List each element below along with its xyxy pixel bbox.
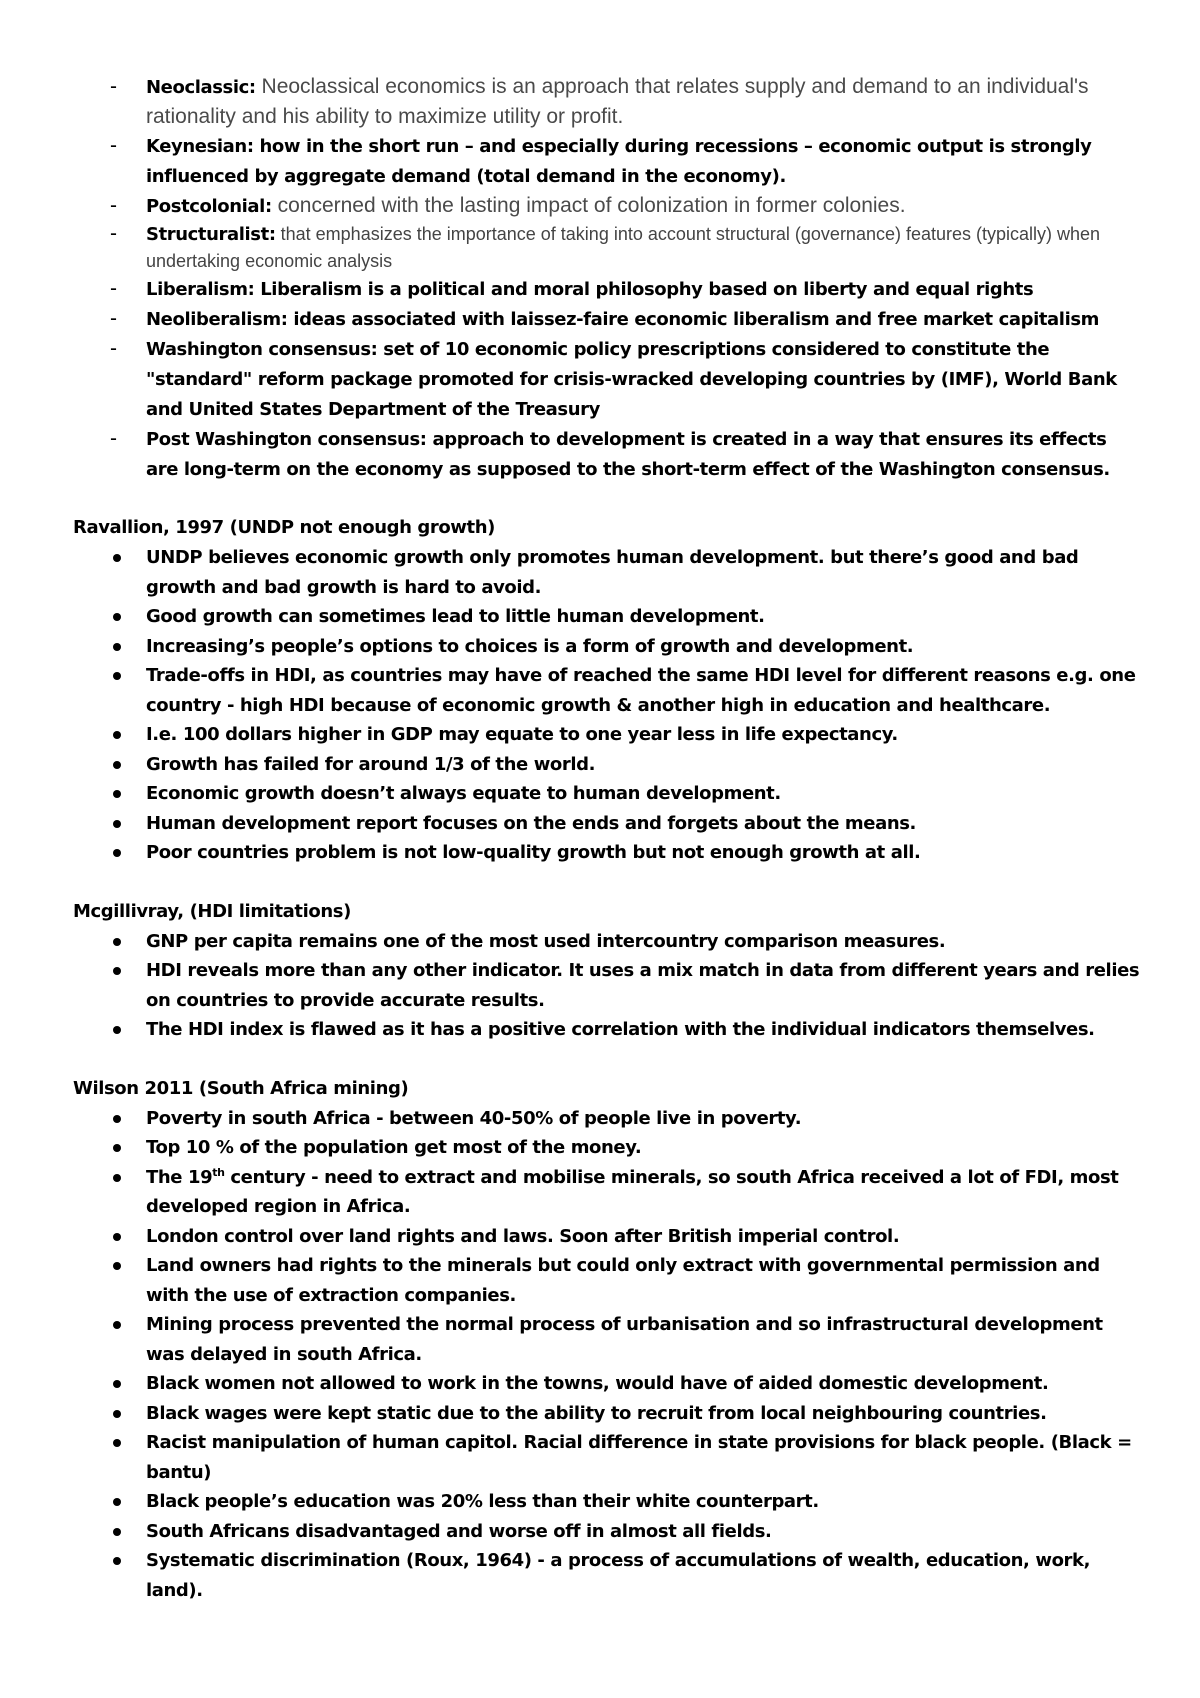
bullet-icon bbox=[113, 1174, 121, 1182]
list-item bbox=[73, 661, 1140, 720]
list-item-text bbox=[146, 1167, 1119, 1218]
list-item-text: London control over land rights and laws. Soon after British imperial control. bbox=[146, 1225, 900, 1247]
dash-marker: - bbox=[110, 337, 117, 360]
section-heading: Wilson 2011 (South Africa mining) bbox=[73, 1077, 409, 1099]
list-item-text: Poor countries problem is not low-quality growth but not enough growth at all. bbox=[146, 842, 921, 863]
bullet-icon bbox=[113, 1439, 121, 1447]
definition-term: Structuralist: bbox=[146, 224, 276, 245]
definition-text: how in the short run – and especially during recessions – economic output is strongly influenced by aggregate demand (total demand in the economy). bbox=[146, 136, 1092, 187]
definition-term: Neoclassic: bbox=[146, 77, 256, 98]
bullet-icon bbox=[113, 731, 121, 739]
bullet-icon bbox=[113, 1144, 121, 1152]
bullet-icon bbox=[113, 1410, 121, 1418]
list-item-text: Growth has failed for around 1/3 of the world. bbox=[146, 753, 596, 775]
bullet-list bbox=[73, 543, 1140, 868]
list-item-text: Increasing’s people’s options to choices is a form of growth and development. bbox=[146, 635, 914, 657]
bullet-list bbox=[73, 1104, 1140, 1606]
dash-marker: - bbox=[110, 222, 117, 245]
list-item bbox=[73, 1517, 1140, 1547]
list-item bbox=[73, 1015, 1140, 1045]
definition-term: Keynesian: bbox=[146, 136, 254, 157]
list-item-text-after: century - need to extract and mobilise minerals, so south Africa received a lot of FDI, most developed region in Africa. bbox=[146, 1166, 1119, 1217]
definition-text: set of 10 economic policy prescriptions considered to constitute the "standard" reform package promoted for crisis-wracked developing countries by (IMF), World Bank and United States Department of the Treasury bbox=[146, 339, 1117, 420]
list-item-text: Black wages were kept static due to the ability to recruit from local neighbouring countries. bbox=[146, 1402, 1047, 1424]
list-item bbox=[73, 1428, 1140, 1487]
list-item-text: HDI reveals more than any other indicator. It uses a mix match in data from different years and relies on countries to provide accurate results. bbox=[146, 960, 1140, 1011]
list-item-text: The HDI index is flawed as it has a positive correlation with the individual indicators themselves. bbox=[146, 1019, 1095, 1040]
bullet-icon bbox=[113, 1380, 121, 1388]
list-item bbox=[73, 956, 1140, 1015]
dash-marker: - bbox=[110, 277, 117, 300]
list-item bbox=[73, 602, 1140, 632]
definition-term: Postcolonial: bbox=[146, 196, 272, 217]
bullet-icon bbox=[113, 672, 121, 680]
dash-marker: - bbox=[110, 134, 117, 157]
dash-marker: - bbox=[110, 194, 117, 217]
section-ravallion bbox=[73, 513, 1140, 868]
section-mcgillivray bbox=[73, 897, 1140, 1045]
bullet-icon bbox=[113, 1528, 121, 1536]
bullet-icon bbox=[113, 1115, 121, 1123]
definition-term: Washington consensus: bbox=[146, 339, 378, 360]
definition-text: ideas associated with laissez-faire economic liberalism and free market capitalism bbox=[287, 309, 1100, 330]
definition-term: Neoliberalism: bbox=[146, 309, 288, 330]
bullet-icon bbox=[113, 643, 121, 651]
list-item-text: Poverty in south Africa - between 40-50% of people live in poverty. bbox=[146, 1107, 802, 1129]
bullet-icon bbox=[113, 790, 121, 798]
definitions-list bbox=[73, 72, 1140, 484]
definition-text: Liberalism is a political and moral philosophy based on liberty and equal rights bbox=[254, 279, 1034, 300]
list-item bbox=[73, 543, 1140, 602]
section-heading: Ravallion, 1997 (UNDP not enough growth) bbox=[73, 517, 495, 538]
list-item bbox=[73, 632, 1140, 662]
list-item bbox=[73, 1310, 1140, 1369]
section-wilson bbox=[73, 1074, 1140, 1606]
list-item-text: Systematic discrimination (Roux, 1964) - a process of accumulations of wealth, education, work, land). bbox=[146, 1550, 1091, 1601]
bullet-icon bbox=[113, 613, 121, 621]
list-item-text: Racist manipulation of human capitol. Racial difference in state provisions for black people. (Black = bantu) bbox=[146, 1432, 1132, 1483]
bullet-list bbox=[73, 927, 1140, 1045]
definition-item-structuralist bbox=[73, 221, 1140, 274]
list-item-text: Good growth can sometimes lead to little human development. bbox=[146, 606, 765, 627]
list-item bbox=[73, 1163, 1140, 1222]
list-item-text: Mining process prevented the normal process of urbanisation and so infrastructural development was delayed in south Africa. bbox=[146, 1314, 1103, 1365]
bullet-icon bbox=[113, 1321, 121, 1329]
section-heading: Mcgillivray, (HDI limitations) bbox=[73, 900, 351, 922]
bullet-icon bbox=[113, 554, 121, 562]
list-item-text: Land owners had rights to the minerals but could only extract with governmental permission and with the use of extraction companies. bbox=[146, 1255, 1100, 1306]
bullet-icon bbox=[113, 820, 121, 828]
list-item bbox=[73, 1369, 1140, 1399]
definition-item-post-washington-consensus bbox=[73, 424, 1140, 484]
list-item bbox=[73, 1487, 1140, 1517]
list-item bbox=[73, 927, 1140, 957]
bullet-icon bbox=[113, 1262, 121, 1270]
bullet-icon bbox=[113, 1233, 121, 1241]
list-item-text: Human development report focuses on the ends and forgets about the means. bbox=[146, 812, 916, 834]
list-item-text: I.e. 100 dollars higher in GDP may equate to one year less in life expectancy. bbox=[146, 724, 898, 745]
list-item bbox=[73, 838, 1140, 868]
list-item bbox=[73, 809, 1140, 839]
definition-text: that emphasizes the importance of taking into account structural (governance) features (typically) when undertaking economic analysis bbox=[146, 224, 1101, 271]
dash-marker: - bbox=[110, 307, 117, 330]
list-item-text: Trade-offs in HDI, as countries may have of reached the same HDI level for different reasons e.g. one country - high HDI because of economic growth & another high in education and healthcare. bbox=[146, 665, 1136, 716]
bullet-icon bbox=[113, 1498, 121, 1506]
definition-term: Post Washington consensus: bbox=[146, 429, 427, 450]
definition-term: Liberalism: bbox=[146, 279, 255, 300]
definition-item-washington-consensus bbox=[73, 334, 1140, 424]
definition-text: Neoclassical economics is an approach that relates supply and demand to an individual's rationality and his ability to maximize utility or profit. bbox=[146, 75, 1089, 128]
bullet-icon bbox=[113, 1557, 121, 1565]
list-item-text-before: The 19 bbox=[146, 1166, 213, 1188]
definition-item-keynesian bbox=[73, 131, 1140, 191]
list-item bbox=[73, 779, 1140, 809]
bullet-icon bbox=[113, 849, 121, 857]
list-item-text: South Africans disadvantaged and worse off in almost all fields. bbox=[146, 1520, 772, 1542]
list-item bbox=[73, 1546, 1140, 1605]
bullet-icon bbox=[113, 761, 121, 769]
list-item-text: Black women not allowed to work in the towns, would have of aided domestic development. bbox=[146, 1373, 1049, 1394]
list-item bbox=[73, 1222, 1140, 1252]
definition-item-neoliberalism bbox=[73, 304, 1140, 334]
list-item bbox=[73, 720, 1140, 750]
list-item-text: UNDP believes economic growth only promotes human development. but there’s good and bad growth and bad growth is hard to avoid. bbox=[146, 547, 1079, 598]
definition-text: approach to development is created in a way that ensures its effects are long-term on the economy as supposed to the short-term effect of the Washington consensus. bbox=[146, 429, 1110, 480]
bullet-icon bbox=[113, 967, 121, 975]
list-item bbox=[73, 750, 1140, 780]
bullet-icon bbox=[113, 1026, 121, 1034]
list-item-text: Top 10 % of the population get most of the money. bbox=[146, 1137, 642, 1158]
definition-item-neoclassic bbox=[73, 72, 1140, 131]
definition-text: concerned with the lasting impact of colonization in former colonies. bbox=[271, 194, 906, 217]
list-item-text: GNP per capita remains one of the most used intercountry comparison measures. bbox=[146, 930, 946, 952]
dash-marker: - bbox=[110, 75, 117, 98]
list-item-text: Economic growth doesn’t always equate to human development. bbox=[146, 783, 781, 804]
superscript: th bbox=[212, 1165, 225, 1179]
list-item bbox=[73, 1399, 1140, 1429]
bullet-icon bbox=[113, 938, 121, 946]
list-item bbox=[73, 1251, 1140, 1310]
dash-marker: - bbox=[110, 427, 117, 450]
list-item bbox=[73, 1104, 1140, 1134]
definition-item-liberalism bbox=[73, 274, 1140, 304]
definition-item-postcolonial bbox=[73, 191, 1140, 221]
list-item-text: Black people’s education was 20% less than their white counterpart. bbox=[146, 1491, 819, 1512]
list-item bbox=[73, 1133, 1140, 1163]
